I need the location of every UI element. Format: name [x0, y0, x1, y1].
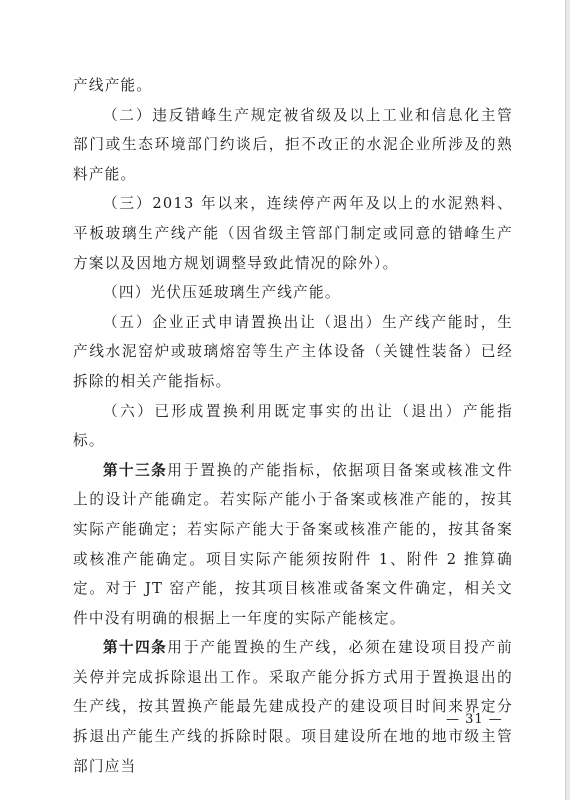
- page-content: [73, 71, 513, 781]
- page-number: — 31 —: [446, 712, 503, 727]
- article-13-body: 用于置换的产能指标，依据项目备案或核准文件上的设计产能确定。若实际产能小于备案或核准产能的，按其实际产能确定；若实际产能大于备案或核准产能的，按其备案或核准产能确定。项目实际产能须按附件 1、附件 2 推算确定。对于 JT 窑产能，按其项目核准或备案文件确定，相关文件中没有明确的根据上一年度的实际产能核定。: [73, 461, 513, 627]
- paragraph-item-6: （六）已形成置换利用既定事实的出让（退出）产能指标。: [73, 402, 513, 450]
- article-14: [73, 633, 513, 781]
- paragraph-continuation: 产线产能。: [73, 77, 153, 94]
- article-13: [73, 456, 513, 634]
- paragraph-item-2: （二）违反错峰生产规定被省级及以上工业和信息化主管部门或生态环境部门约谈后，拒不改正的水泥企业所涉及的熟料产能。: [73, 106, 513, 183]
- article-14-body: 用于产能置换的生产线，必须在建设项目投产前关停并完成拆除退出工作。采取产能分拆方式用于置换退出的生产线，按其置换产能最先建成投产的建设项目时间来界定分拆退出产能生产线的拆除时限。项目建设所在地的地市级主管部门应当: [73, 639, 513, 775]
- article-14-heading: 第十四条: [103, 639, 168, 657]
- article-13-heading: 第十三条: [103, 461, 168, 479]
- paragraph-item-4: （四）光伏压延玻璃生产线产能。: [103, 284, 341, 302]
- paragraph-item-3: （三）2013 年以来，连续停产两年及以上的水泥熟料、平板玻璃生产线产能（因省级主管部门制定或同意的错峰生产方案以及因地方规划调整导致此情况的除外）。: [73, 195, 513, 272]
- paragraph-item-5: （五）企业正式申请置换出让（退出）生产线产能时，生产线水泥窑炉或玻璃熔窑等生产主体设备（关键性装备）已经拆除的相关产能指标。: [73, 313, 513, 390]
